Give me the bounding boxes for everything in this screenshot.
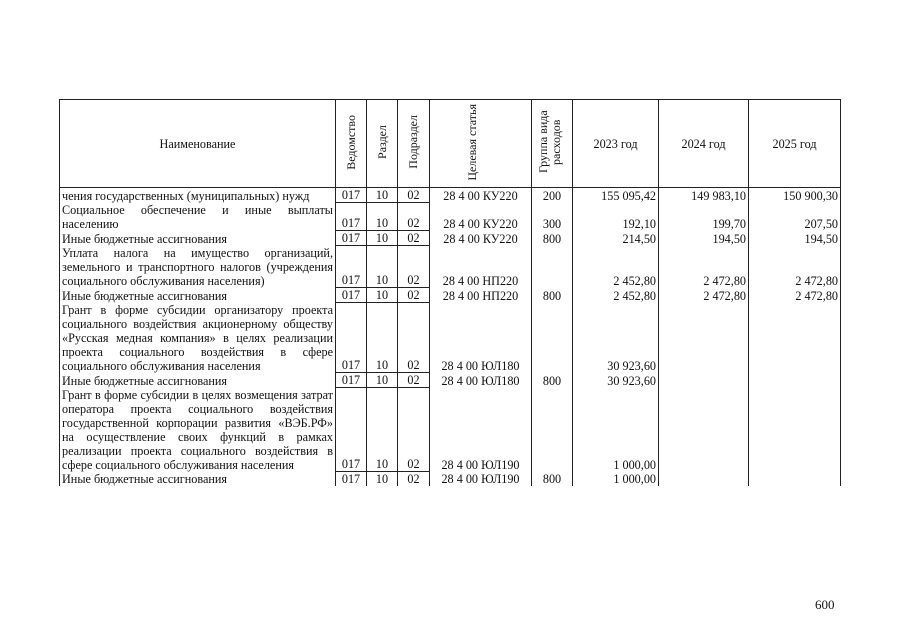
cell-podrazdel: 02 xyxy=(398,288,430,303)
cell-2025: 2 472,80 xyxy=(749,288,841,303)
cell-celevaya-statya: 28 4 00 ЮЛ180 xyxy=(430,303,532,373)
cell-2023: 2 452,80 xyxy=(573,288,659,303)
table-header-row xyxy=(60,100,841,188)
cell-podrazdel: 02 xyxy=(398,472,430,487)
table-row xyxy=(60,373,841,388)
cell-razdel: 10 xyxy=(367,231,398,246)
cell-2024 xyxy=(659,303,749,373)
cell-celevaya-statya: 28 4 00 КУ220 xyxy=(430,203,532,231)
cell-2025: 150 900,30 xyxy=(749,188,841,203)
cell-name: Иные бюджетные ассигнования xyxy=(60,373,336,388)
cell-2024: 194,50 xyxy=(659,231,749,246)
cell-2023: 30 923,60 xyxy=(573,303,659,373)
cell-gruppa xyxy=(532,246,573,288)
cell-vedomstvo: 017 xyxy=(336,203,367,231)
table-row xyxy=(60,231,841,246)
cell-celevaya-statya: 28 4 00 КУ220 xyxy=(430,231,532,246)
cell-gruppa: 800 xyxy=(532,472,573,487)
cell-2025 xyxy=(749,472,841,487)
cell-2023: 214,50 xyxy=(573,231,659,246)
cell-razdel: 10 xyxy=(367,246,398,288)
header-vedomstvo: Ведомство xyxy=(343,114,358,170)
cell-celevaya-statya: 28 4 00 ЮЛ190 xyxy=(430,388,532,472)
cell-2023: 30 923,60 xyxy=(573,373,659,388)
table-row xyxy=(60,188,841,203)
cell-gruppa: 200 xyxy=(532,188,573,203)
cell-vedomstvo: 017 xyxy=(336,231,367,246)
cell-podrazdel: 02 xyxy=(398,388,430,472)
cell-podrazdel: 02 xyxy=(398,203,430,231)
cell-vedomstvo: 017 xyxy=(336,246,367,288)
cell-gruppa xyxy=(532,388,573,472)
budget-table xyxy=(59,99,841,486)
cell-2025: 2 472,80 xyxy=(749,246,841,288)
cell-2025 xyxy=(749,303,841,373)
cell-2023: 1 000,00 xyxy=(573,472,659,487)
header-2025: 2025 год xyxy=(749,100,841,188)
cell-2025 xyxy=(749,388,841,472)
cell-name: Социальное обеспечение и иные выплаты населению xyxy=(60,203,336,231)
cell-vedomstvo: 017 xyxy=(336,288,367,303)
table-row xyxy=(60,388,841,472)
cell-razdel: 10 xyxy=(367,373,398,388)
cell-podrazdel: 02 xyxy=(398,188,430,203)
cell-podrazdel: 02 xyxy=(398,303,430,373)
cell-name: чения государственных (муниципальных) нужд xyxy=(60,188,336,203)
table-row xyxy=(60,303,841,373)
cell-2024 xyxy=(659,472,749,487)
cell-celevaya-statya: 28 4 00 ЮЛ180 xyxy=(430,373,532,388)
cell-2025: 194,50 xyxy=(749,231,841,246)
cell-vedomstvo: 017 xyxy=(336,303,367,373)
cell-2024: 2 472,80 xyxy=(659,246,749,288)
cell-2024 xyxy=(659,388,749,472)
cell-razdel: 10 xyxy=(367,388,398,472)
cell-podrazdel: 02 xyxy=(398,231,430,246)
cell-2023: 192,10 xyxy=(573,203,659,231)
table-row xyxy=(60,246,841,288)
cell-gruppa xyxy=(532,303,573,373)
cell-2025 xyxy=(749,373,841,388)
cell-celevaya-statya: 28 4 00 КУ220 xyxy=(430,188,532,203)
header-2023: 2023 год xyxy=(573,100,659,188)
cell-gruppa: 300 xyxy=(532,203,573,231)
table-body xyxy=(60,188,841,487)
cell-gruppa: 800 xyxy=(532,231,573,246)
table-row xyxy=(60,288,841,303)
cell-celevaya-statya: 28 4 00 ЮЛ190 xyxy=(430,472,532,487)
cell-2023: 2 452,80 xyxy=(573,246,659,288)
cell-celevaya-statya: 28 4 00 НП220 xyxy=(430,246,532,288)
page-number: 600 xyxy=(815,597,835,612)
cell-2023: 1 000,00 xyxy=(573,388,659,472)
cell-razdel: 10 xyxy=(367,303,398,373)
cell-2024 xyxy=(659,373,749,388)
cell-razdel: 10 xyxy=(367,203,398,231)
cell-name: Иные бюджетные ассигнования xyxy=(60,472,336,487)
header-podrazdel: Подраздел xyxy=(406,115,420,169)
table-row xyxy=(60,472,841,487)
cell-2024: 2 472,80 xyxy=(659,288,749,303)
cell-gruppa: 800 xyxy=(532,288,573,303)
cell-podrazdel: 02 xyxy=(398,373,430,388)
cell-name: Грант в форме субсидии в целях возмещения затрат оператора проекта социального воздействия государственной корпорации развития «ВЭБ.РФ» на осуществление своих функций в рамках реализации проекта социального воздействия в сфере социального обслуживания населения xyxy=(60,388,336,472)
cell-2025: 207,50 xyxy=(749,203,841,231)
cell-celevaya-statya: 28 4 00 НП220 xyxy=(430,288,532,303)
cell-2024: 199,70 xyxy=(659,203,749,231)
cell-name: Уплата налога на имущество организаций, земельного и транспортного налогов (учреждения социального обслуживания населения) xyxy=(60,246,336,288)
cell-gruppa: 800 xyxy=(532,373,573,388)
header-2024: 2024 год xyxy=(659,100,749,188)
cell-podrazdel: 02 xyxy=(398,246,430,288)
cell-name: Иные бюджетные ассигнования xyxy=(60,288,336,303)
cell-vedomstvo: 017 xyxy=(336,373,367,388)
table-row xyxy=(60,203,841,231)
cell-razdel: 10 xyxy=(367,472,398,487)
header-celevaya-statya: Целевая статья xyxy=(464,103,479,181)
cell-razdel: 10 xyxy=(367,188,398,203)
cell-2023: 155 095,42 xyxy=(573,188,659,203)
cell-vedomstvo: 017 xyxy=(336,188,367,203)
cell-razdel: 10 xyxy=(367,288,398,303)
header-razdel: Раздел xyxy=(374,125,389,159)
cell-2024: 149 983,10 xyxy=(659,188,749,203)
cell-vedomstvo: 017 xyxy=(336,388,367,472)
header-name: Наименование xyxy=(60,100,336,188)
header-gruppa-vida-rashodov: Группа вида расходов xyxy=(536,110,563,174)
cell-name: Грант в форме субсидии организатору проекта социального воздействия акционерному обществу «Русская медная компания» в целях реализации проекта социального воздействия в сфере социального обслуживания населения xyxy=(60,303,336,373)
cell-vedomstvo: 017 xyxy=(336,472,367,487)
cell-name: Иные бюджетные ассигнования xyxy=(60,231,336,246)
